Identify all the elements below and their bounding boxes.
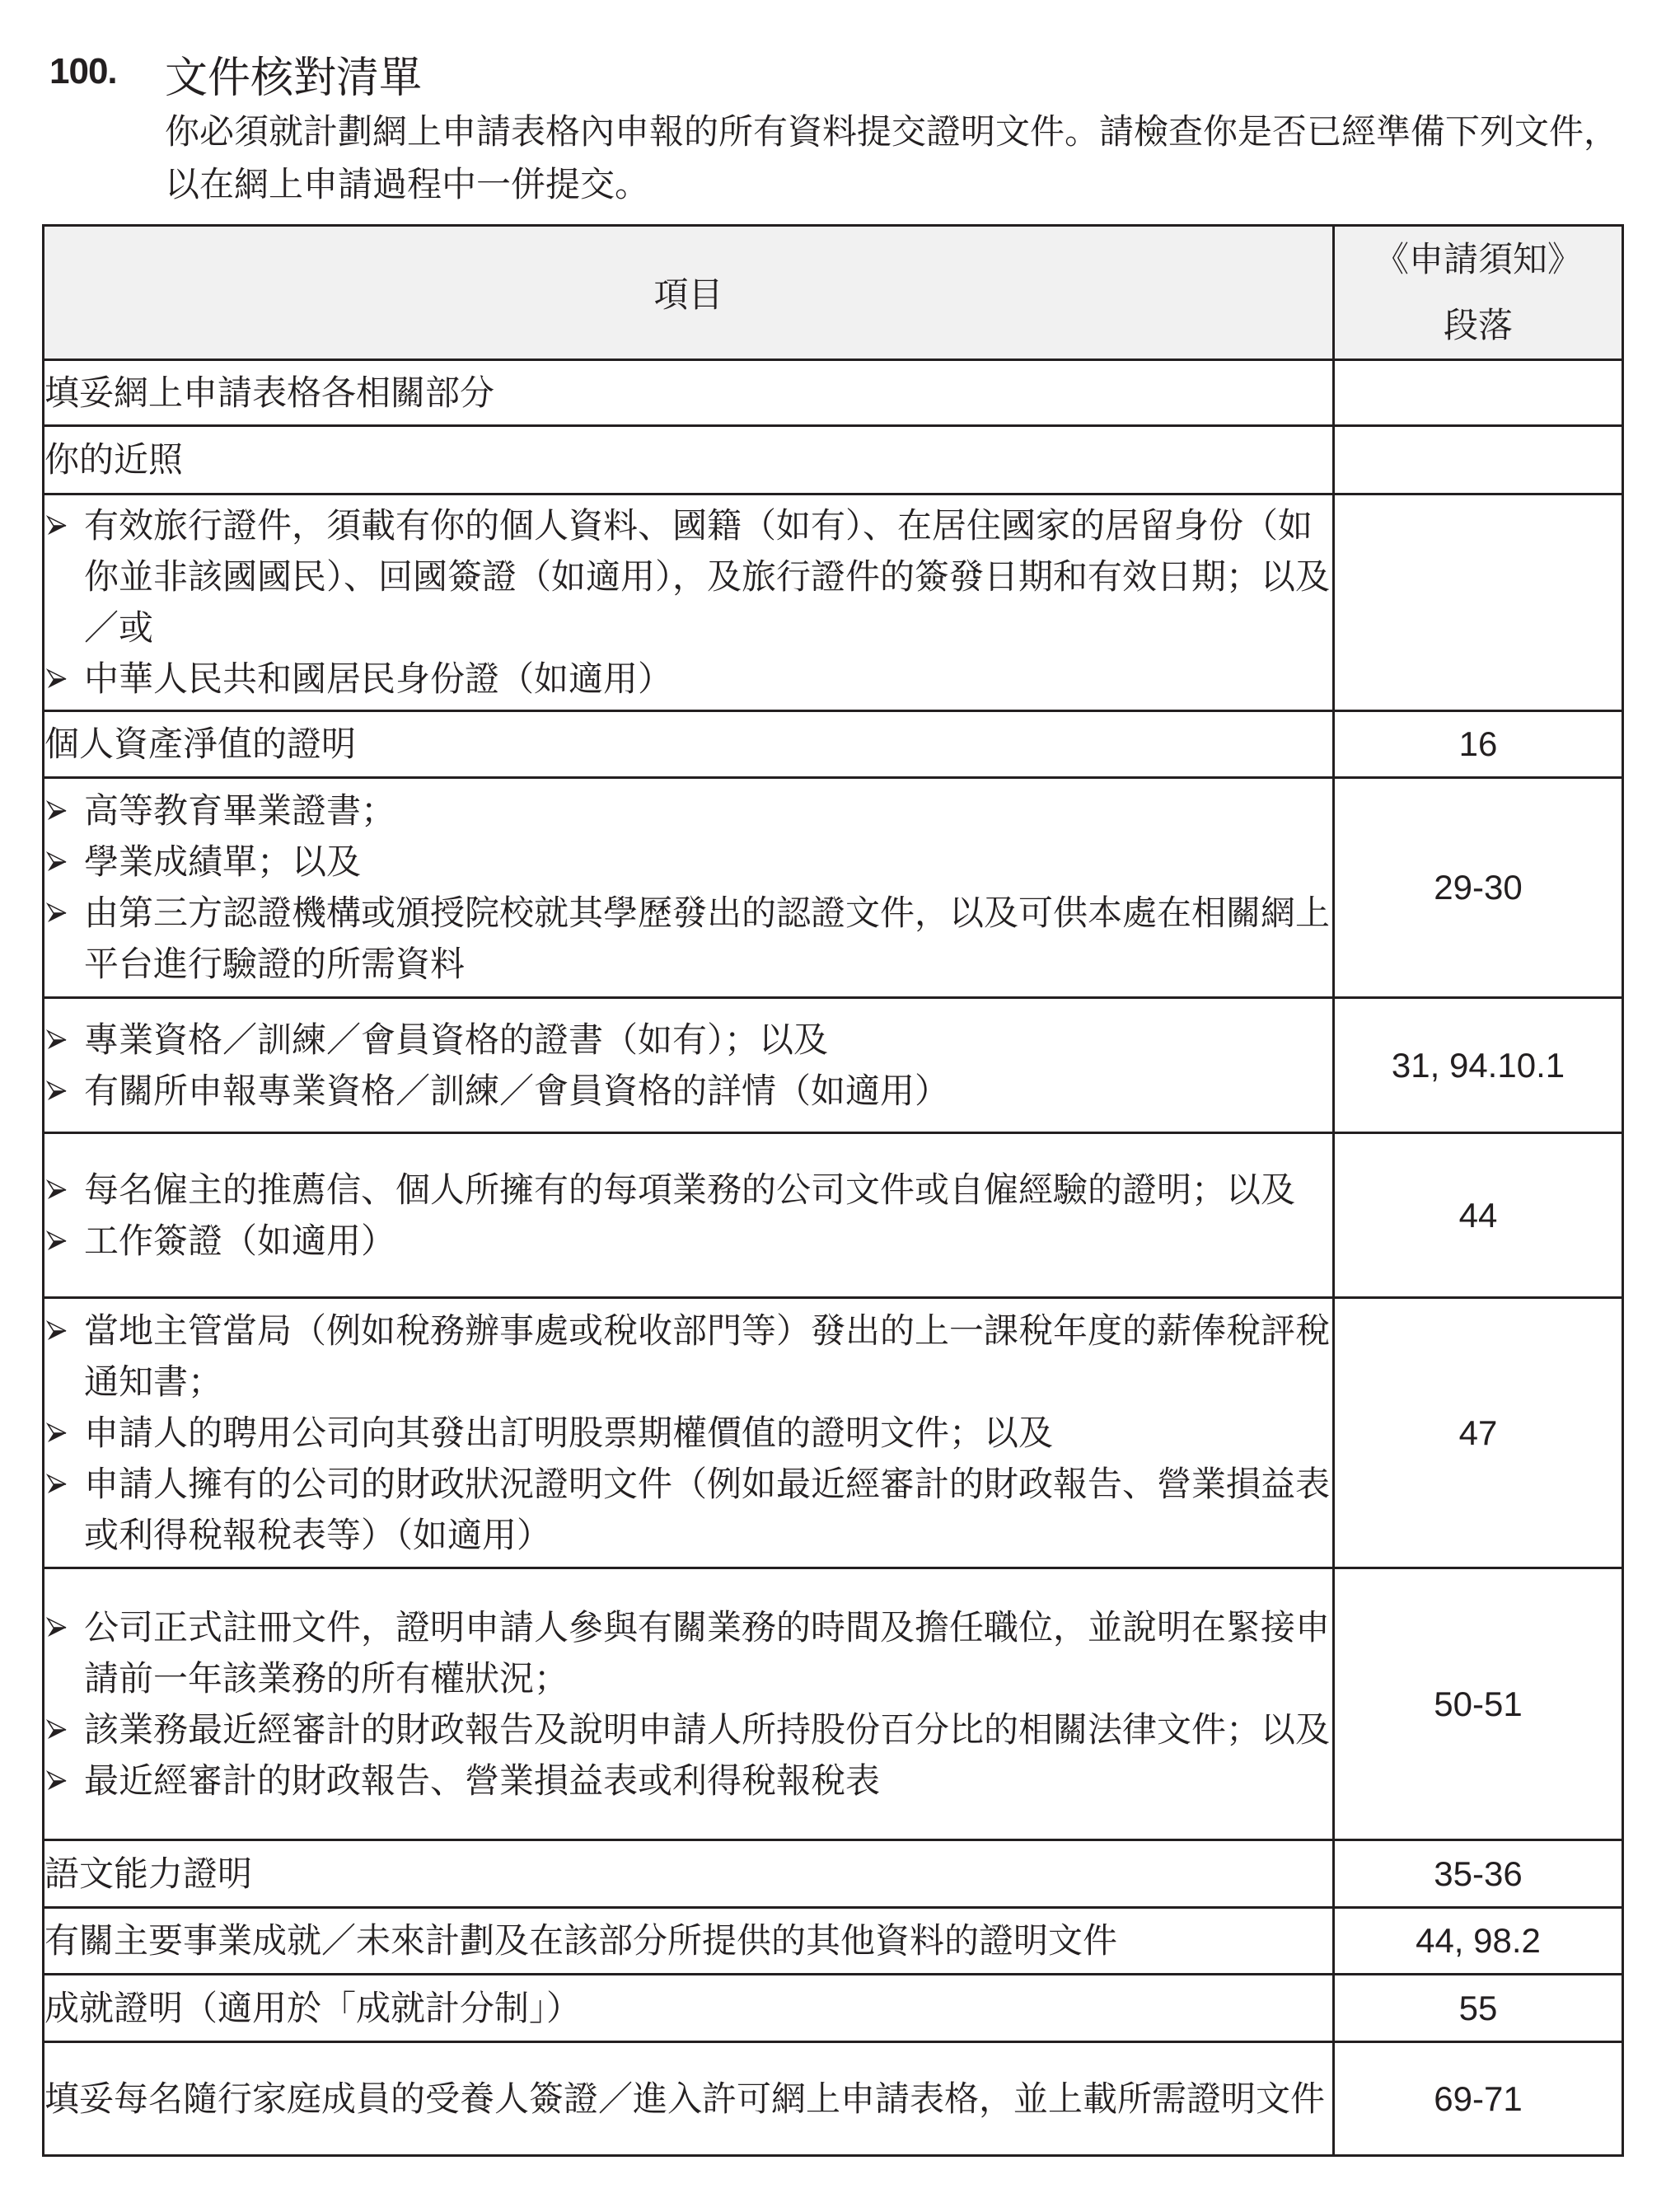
arrowhead-bullet-icon [44, 1165, 84, 1216]
bullet-text: 每名僱主的推薦信、個人所擁有的每項業務的公司文件或自僱經驗的證明；以及 [84, 1169, 1296, 1210]
paragraph-ref-cell: 16 [1334, 711, 1623, 778]
table-row [44, 1908, 1623, 1975]
item-text: 填妥每名隨行家庭成員的受養人簽證／進入許可網上申請表格，並上載所需證明文件 [44, 2078, 1326, 2119]
item-text: 語文能力證明 [44, 1853, 253, 1894]
table-row [44, 1568, 1623, 1840]
header-paragraph-line1: 《申請須知》 [1374, 239, 1582, 279]
bullet-text: 當地主管當局（例如稅務辦事處或稅收部門等）發出的上一課稅年度的薪俸稅評稅通知書； [84, 1310, 1331, 1402]
table-header-row [44, 226, 1623, 360]
bullet-item [44, 888, 1332, 990]
header-paragraph-line2: 段落 [1443, 305, 1513, 345]
item-text: 填妥網上申請表格各相關部分 [44, 372, 495, 413]
bullet-item [44, 1216, 1332, 1267]
bullet-text: 該業務最近經審計的財政報告及說明申請人所持股份百分比的相關法律文件；以及 [84, 1708, 1331, 1750]
bullet-item [44, 1015, 1332, 1066]
bullet-text: 中華人民共和國居民身份證（如適用） [84, 658, 673, 699]
item-cell [44, 1298, 1334, 1568]
item-cell [44, 494, 1334, 711]
arrowhead-bullet-icon [44, 1216, 84, 1267]
item-cell [44, 778, 1334, 998]
paragraph-ref-cell: 47 [1334, 1298, 1623, 1568]
item-cell [44, 1568, 1334, 1840]
bullet-item [44, 500, 1332, 654]
bullet-text: 工作簽證（如適用） [84, 1220, 396, 1261]
bullet-text: 由第三方認證機構或頒授院校就其學歷發出的認證文件，以及可供本處在相關網上平台進行驗證的所需資料 [84, 893, 1331, 984]
bullet-text: 有效旅行證件，須載有你的個人資料、國籍（如有）、在居住國家的居留身份（如你並非該國國民）、回國簽證（如適用），及旅行證件的簽發日期和有效日期；以及／或 [84, 505, 1331, 648]
arrowhead-bullet-icon [44, 1602, 84, 1653]
arrowhead-bullet-icon [44, 837, 84, 888]
table-row [44, 1975, 1623, 2042]
item-cell [44, 2042, 1334, 2156]
bullet-text: 學業成績單；以及 [84, 841, 362, 882]
arrowhead-bullet-icon [44, 1755, 84, 1807]
paragraph-ref-cell: 31, 94.10.1 [1334, 998, 1623, 1133]
paragraph-ref-cell: 50-51 [1334, 1568, 1623, 1840]
bullet-item [44, 1459, 1332, 1561]
arrowhead-bullet-icon [44, 1704, 84, 1755]
table-row [44, 1298, 1623, 1568]
item-cell [44, 998, 1334, 1133]
arrowhead-bullet-icon [44, 1459, 84, 1510]
item-cell [44, 1133, 1334, 1298]
paragraph-ref-cell: 69-71 [1334, 2042, 1623, 2156]
section-intro: 你必須就計劃網上申請表格內申報的所有資料提交證明文件。請檢查你是否已經準備下列文件，以在網上申請過程中一併提交。 [165, 111, 1619, 204]
item-cell [44, 360, 1334, 426]
bullet-item [44, 1305, 1332, 1408]
paragraph-ref-cell [1334, 426, 1623, 494]
arrowhead-bullet-icon [44, 1066, 84, 1117]
header-item: 項目 [44, 226, 1334, 360]
bullet-item [44, 1408, 1332, 1459]
arrowhead-bullet-icon [44, 654, 84, 705]
arrowhead-bullet-icon [44, 1408, 84, 1459]
item-cell [44, 426, 1334, 494]
arrowhead-bullet-icon [44, 500, 84, 551]
section-title: 文件核對清單 [165, 54, 423, 103]
table-row [44, 426, 1623, 494]
bullet-text: 最近經審計的財政報告、營業損益表或利得稅報稅表 [84, 1760, 881, 1801]
bullet-item [44, 1602, 1332, 1704]
bullet-item [44, 1066, 1332, 1117]
bullet-text: 專業資格／訓練／會員資格的證書（如有）；以及 [84, 1019, 829, 1060]
paragraph-ref-cell [1334, 360, 1623, 426]
table-row [44, 360, 1623, 426]
section-number: 100. [49, 51, 117, 91]
bullet-item [44, 785, 1332, 837]
bullet-item [44, 1165, 1332, 1216]
bullet-item [44, 654, 1332, 705]
item-cell [44, 1908, 1334, 1975]
item-cell [44, 1840, 1334, 1908]
paragraph-ref-cell: 44 [1334, 1133, 1623, 1298]
table-row [44, 2042, 1623, 2156]
paragraph-ref-cell: 44, 98.2 [1334, 1908, 1623, 1975]
bullet-text: 申請人的聘用公司向其發出訂明股票期權價值的證明文件；以及 [84, 1412, 1054, 1453]
arrowhead-bullet-icon [44, 1305, 84, 1357]
table-row [44, 778, 1623, 998]
table-row [44, 1840, 1623, 1908]
bullet-item [44, 1704, 1332, 1755]
item-cell [44, 711, 1334, 778]
paragraph-ref-cell: 29-30 [1334, 778, 1623, 998]
table-row [44, 998, 1623, 1133]
bullet-text: 公司正式註冊文件，證明申請人參與有關業務的時間及擔任職位，並說明在緊接申請前一年該業務的所有權狀況； [84, 1606, 1331, 1699]
arrowhead-bullet-icon [44, 1015, 84, 1066]
table-row [44, 711, 1623, 778]
item-cell [44, 1975, 1334, 2042]
arrowhead-bullet-icon [44, 785, 84, 837]
header-paragraph [1334, 226, 1623, 360]
paragraph-ref-cell [1334, 494, 1623, 711]
bullet-item [44, 1755, 1332, 1807]
paragraph-ref-cell: 35-36 [1334, 1840, 1623, 1908]
item-text: 你的近照 [44, 439, 184, 480]
item-text: 有關主要事業成就／未來計劃及在該部分所提供的其他資料的證明文件 [44, 1920, 1118, 1961]
bullet-text: 有關所申報專業資格／訓練／會員資格的詳情（如適用） [84, 1070, 950, 1111]
bullet-text: 申請人擁有的公司的財政狀況證明文件（例如最近經審計的財政報告、營業損益表或利得稅報稅表等）（如適用） [84, 1463, 1331, 1555]
item-text: 個人資產淨值的證明 [44, 724, 357, 764]
bullet-text: 高等教育畢業證書； [84, 790, 396, 831]
paragraph-ref-cell: 55 [1334, 1975, 1623, 2042]
bullet-item [44, 837, 1332, 888]
table-row [44, 1133, 1623, 1298]
table-row [44, 494, 1623, 711]
document-checklist-table [42, 224, 1624, 2157]
arrowhead-bullet-icon [44, 888, 84, 939]
item-text: 成就證明（適用於「成就計分制」） [44, 1987, 582, 2028]
